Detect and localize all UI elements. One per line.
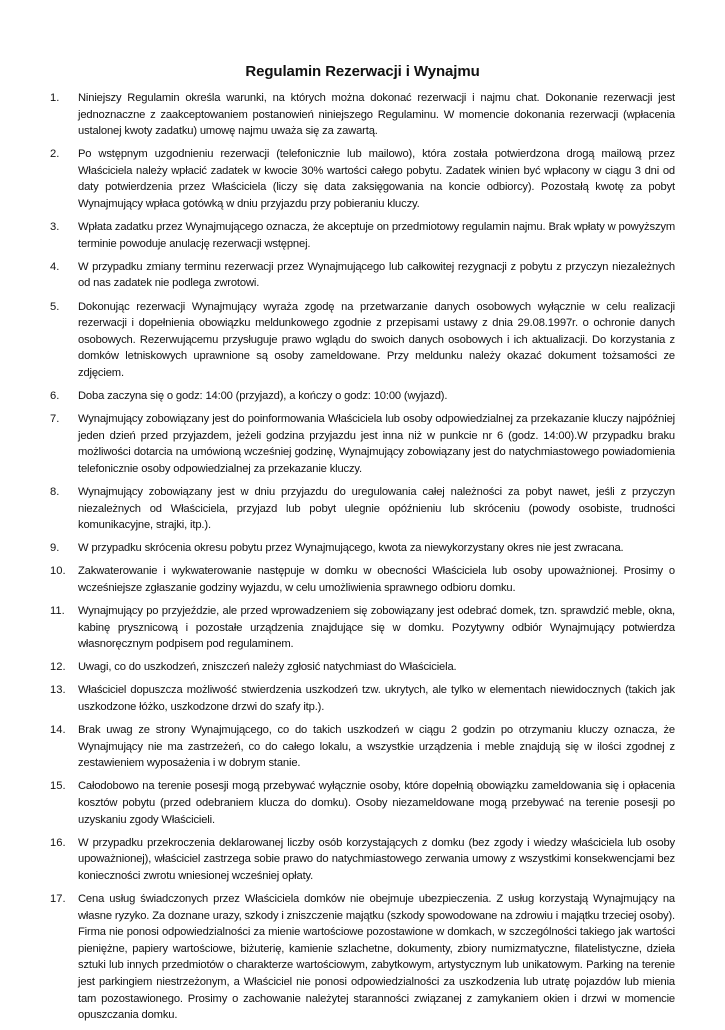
rule-item [50,411,675,477]
rule-item [50,388,675,405]
rule-item [50,659,675,676]
rule-item [50,90,675,140]
rule-text: Wynajmujący zobowiązany jest w dniu przyjazdu do uregulowania całej należności za pobyt nawet, jeśli z przyczyn niezależnych od Właściciela, przyjazd lub pobyt ulegnie opóźnieniu lub skróceniu (powody osobiste, trudności komunikacyjne, strajki, itp.). [78,485,675,532]
page-title: Regulamin Rezerwacji i Wynajmu [245,63,480,81]
rule-text: W przypadku przekroczenia deklarowanej liczby osób korzystających z domku (bez zgody i wiedzy właściciela lub osoby upoważnionej), właściciel zastrzega sobie prawo do natychmiastowego zerwania umowy z wszystkimi konsekwencjami bez konieczności zwrotu wniesionej wcześniej opłaty. [78,836,675,882]
rule-item [50,682,675,715]
rule-item [50,540,675,557]
rule-number: 16. [50,836,66,849]
rule-text: Cena usług świadczonych przez Właściciela domków nie obejmuje ubezpieczenia. Z usług korzystają Wynajmujący na własne ryzyko. Za doznane urazy, szkody i zniszczenie majątku (szkody spowodowane na zdrowiu i majątku trzeciej osoby). Firma nie ponosi odpowiedzialności za mienie wartościowe pozostawione w domkach, w szczególności takiego jak wartości pieniężne, papiery wartościowe, biżuterię, kamienie szlachetne, dokumenty, zbiory numizmatyczne, filatelistyczne, dzieła sztuki lub innych przedmiotów o charakterze wartościowym, zabytkowym, artystycznym lub unikatowym. Parking na terenie jest parkingiem niestrzeżonym, a Właściciel nie ponosi odpowiedzialności za uszkodzenia lub utratę pojazdów lub mienia tam pozostawionego. Prosimy o zachowanie należytej staranności związanej z zamykaniem okien i drzwi w momencie opuszczania domku. [78,892,675,1022]
rule-number: 14. [50,724,66,737]
rule-item [50,259,675,292]
rule-text: Całodobowo na terenie posesji mogą przebywać wyłącznie osoby, które dopełnią obowiązku zameldowania się i opłacenia kosztów pobytu (przed odebraniem klucza do domku). Osoby niezameldowane mogą przebywać na terenie posesji po uzyskaniu zgody Właścicieli. [78,780,675,826]
rule-item [50,146,675,212]
rule-text: Właściciel dopuszcza możliwość stwierdzenia uszkodzeń tzw. ukrytych, ale tylko w elementach niewidocznych (takich jak uszkodzone łóżko, uszkodzone drzwi do szafy itp.). [78,684,675,713]
rule-text: Zakwaterowanie i wykwaterowanie następuje w domku w obecności Właściciela lub osoby upoważnionej. Prosimy o wcześniejsze zgłaszanie godziny wyjazdu, w celu umożliwienia sprawnego odbioru domku. [78,565,675,594]
rule-text: Brak uwag ze strony Wynajmującego, co do takich uszkodzeń w ciągu 2 godzin po otrzymaniu kluczy oznacza, że Wynajmujący nie ma zastrzeżeń, co do całego lokalu, a wszystkie urządzenia i meble znajdują się w ilości zgodnej z zestawieniem wyposażenia i w dobrym stanie. [78,724,675,770]
rule-item [50,299,675,382]
rule-number: 10. [50,565,66,578]
rule-text: Uwagi, co do uszkodzeń, zniszczeń należy zgłosić natychmiast do Właściciela. [78,661,457,674]
rule-item [50,891,675,1024]
rule-item [50,778,675,828]
rule-text: Niniejszy Regulamin określa warunki, na których można dokonać rezerwacji i najmu chat. Dokonanie rezerwacji jest jednoznaczne z zaakceptowaniem postanowień niniejszego Regulaminu. W momencie dokonania rezerwacji (wpłacenia ustalonej kwoty zadatku) umowę najmu uważa się za zawartą. [78,92,675,138]
rule-number: 12. [50,661,66,674]
rule-text: Wynajmujący zobowiązany jest do poinformowania Właściciela lub osoby odpowiedzialnej za przekazanie kluczy najpóźniej jeden dzień przed przyjazdem, jeżeli godzina przyjazdu jest inna niż w punkcie nr 6 (godz. 14:00).W przypadku braku możliwości dotarcia na umówioną wcześniej godzinę, Wynajmujący zobowiązany jest do natychmiastowego powiadomienia telefonicznie osoby odpowiedzialnej za przekazanie kluczy. [78,413,675,475]
rule-item [50,484,675,534]
rule-number: 2. [50,148,60,161]
rule-text: Wpłata zadatku przez Wynajmującego oznacza, że akceptuje on przedmiotowy regulamin najmu. Brak wpłaty w powyższym terminie powoduje anulację rezerwacji wstępnej. [78,221,675,250]
rule-text: Doba zaczyna się o godz: 14:00 (przyjazd), a kończy o godz: 10:00 (wyjazd). [78,390,448,402]
rule-number: 1. [50,92,60,104]
rule-text: W przypadku skrócenia okresu pobytu przez Wynajmującego, kwota za niewykorzystany okres nie jest zwracana. [78,542,624,555]
rule-number: 13. [50,684,66,697]
rule-number: 17. [50,892,66,905]
rule-text: Dokonując rezerwacji Wynajmujący wyraża zgodę na przetwarzanie danych osobowych wyłącznie w celu realizacji rezerwacji i dopełnienia obowiązku meldunkowego zgodnie z przepisami ustawy z dnia 29.08.1997r. o ochronie danych osobowych. Rezerwującemu przysługuje prawo wglądu do swoich danych osobowych i ich aktualizacji. Do korzystania z domków letniskowych uprawnione są osoby zameldowane. Przy meldunku należy okazać dokument tożsamości ze zdjęciem. [78,300,675,379]
rule-item [50,563,675,596]
rule-number: 8. [50,485,60,498]
rule-number: 11. [50,605,65,618]
rule-item [50,219,675,252]
rule-number: 15. [50,780,66,793]
rule-text: Wynajmujący po przyjeździe, ale przed wprowadzeniem się zobowiązany jest odebrać domek, tzn. sprawdzić meble, okna, kabinę prysznicową i pozostałe urządzenia znajdujące się w domku. Pozytywny odbiór Wynajmujący potwierdza własnoręcznym podpisem pod regulaminem. [78,605,675,651]
rule-number: 7. [50,413,60,426]
rule-item [50,603,675,653]
rule-number: 5. [50,300,60,313]
rule-text: W przypadku zmiany terminu rezerwacji przez Wynajmującego lub całkowitej rezygnacji z pobytu z przyczyn niezależnych od nas zadatek nie podlega zwrotowi. [78,260,675,290]
rule-number: 9. [50,542,60,555]
rule-item [50,835,675,885]
rule-number: 4. [50,260,60,273]
rule-number: 6. [50,390,60,402]
rule-text: Po wstępnym uzgodnieniu rezerwacji (telefonicznie lub mailowo), która została potwierdzona drogą mailową przez Właściciela należy wpłacić zadatek w kwocie 30% wartości całego pobytu. Zadatek winien być wpłacony w ciągu 3 dni od daty potwierdzenia przez Właściciela (liczy się data zaksięgowania na koncie odbiorcy). Pozostałą kwotę za pobyt Wynajmujący wpłaca gotówką w dniu przyjazdu przy pobieraniu kluczy. [78,148,675,211]
rule-number: 3. [50,221,60,234]
rules-list [50,90,675,1030]
rule-item [50,722,675,772]
